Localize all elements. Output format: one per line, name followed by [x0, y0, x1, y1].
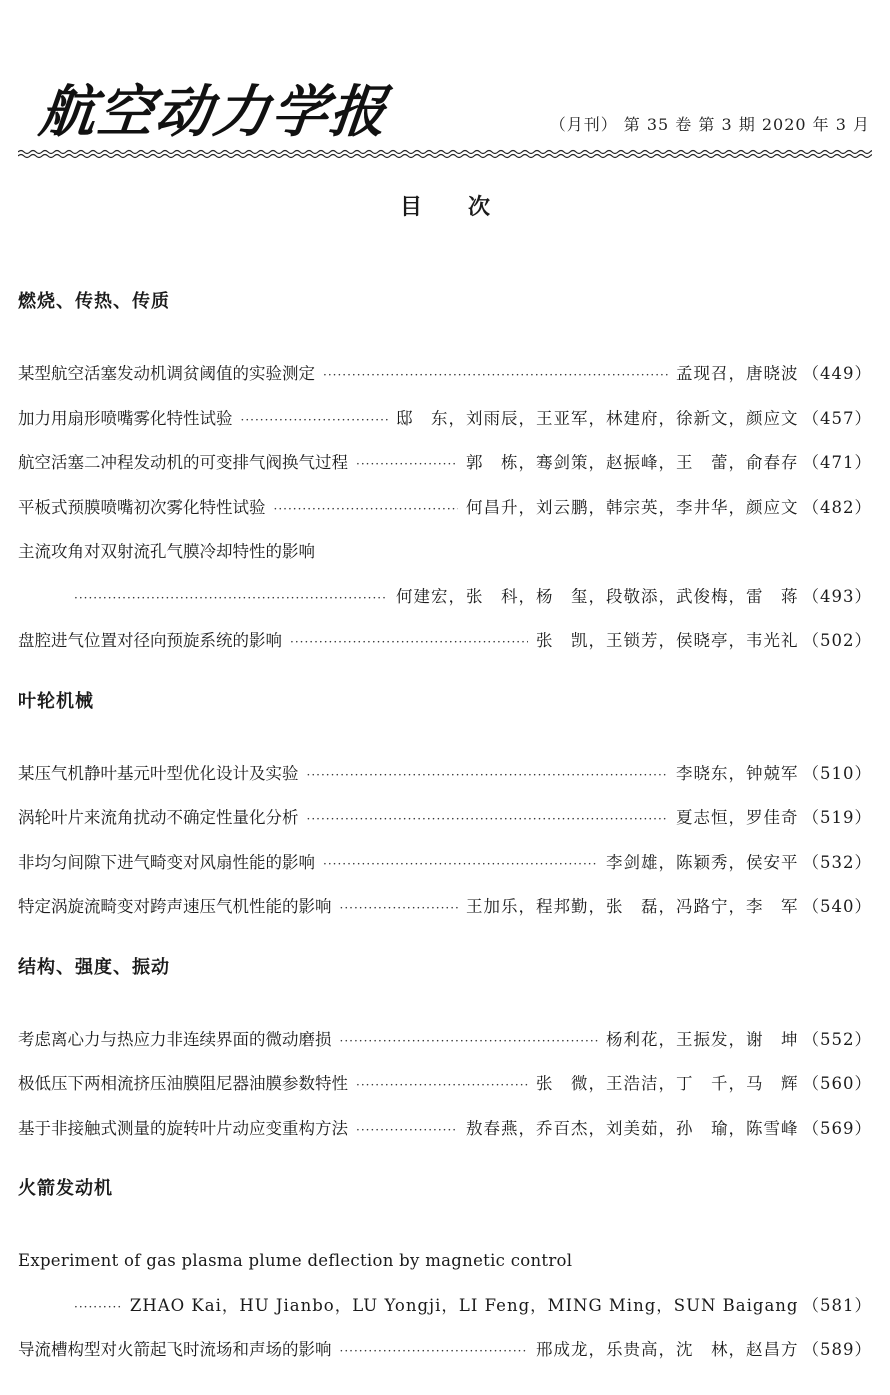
journal-title: 航空动力学报 — [36, 79, 392, 145]
toc-entry[interactable] — [18, 1062, 872, 1107]
entry-title: 考虑离心力与热应力非连续界面的微动磨损 — [18, 1029, 332, 1049]
entry-authors: 夏志恒，罗佳奇 — [676, 808, 799, 827]
dot-leader — [356, 1063, 528, 1108]
dot-leader — [307, 753, 669, 798]
section-title: 叶轮机械 — [18, 690, 94, 712]
toc-section — [18, 1173, 872, 1373]
entry-page: （493） — [802, 586, 872, 606]
entry-authors: 张 微，王浩洁，丁 千，马 辉 — [536, 1074, 799, 1093]
dot-leader — [356, 1108, 458, 1153]
entry-title: 某压气机静叶基元叶型优化设计及实验 — [18, 763, 299, 783]
toc-entry[interactable] — [18, 1018, 872, 1063]
toc-entry[interactable] — [18, 397, 872, 442]
entry-page: （482） — [802, 497, 872, 517]
toc-entry[interactable] — [18, 486, 872, 531]
toc-section — [18, 952, 872, 1152]
table-of-contents — [18, 286, 872, 1395]
entry-page: （560） — [802, 1074, 872, 1093]
entry-title: 非均匀间隙下进气畸变对风扇性能的影响 — [18, 852, 315, 872]
dot-leader — [290, 620, 528, 665]
toc-entry[interactable] — [18, 885, 872, 930]
toc-entry[interactable] — [18, 441, 872, 486]
entry-page: （540） — [802, 897, 872, 916]
entry-authors: 敖春燕，乔百杰，刘美茹，孙 瑜，陈雪峰 — [466, 1118, 799, 1138]
toc-entry[interactable] — [18, 752, 872, 797]
entry-page: （471） — [802, 453, 872, 472]
dot-leader — [241, 398, 389, 443]
entry-authors: 何昌升，刘云鹏，韩宗英，李井华，颜应文 — [466, 497, 799, 517]
entry-page: （552） — [802, 1029, 872, 1049]
toc-heading: 目次 — [399, 195, 536, 220]
dot-leader — [340, 1019, 599, 1064]
toc-section — [18, 286, 872, 664]
toc-entry[interactable] — [18, 619, 872, 664]
dot-leader — [307, 797, 669, 842]
entry-title: 特定涡旋流畸变对跨声速压气机性能的影响 — [18, 897, 332, 916]
toc-entry[interactable] — [18, 352, 872, 397]
entry-authors: 孟现召，唐晓波 — [676, 364, 799, 383]
toc-entry-authors-line[interactable] — [18, 1284, 872, 1329]
dot-leader — [340, 886, 459, 931]
entry-page: （502） — [802, 631, 872, 650]
toc-entry-authors-line[interactable] — [18, 575, 872, 620]
dot-leader — [74, 1285, 122, 1330]
entry-title: 主流攻角对双射流孔气膜冷却特性的影响 — [18, 542, 315, 561]
entry-title: 基于非接触式测量的旋转叶片动应变重构方法 — [18, 1118, 348, 1138]
toc-entry-title-line[interactable] — [18, 530, 872, 575]
toc-entry-title-line[interactable] — [18, 1239, 872, 1284]
dot-leader — [340, 1329, 529, 1374]
entry-title: 盘腔进气位置对径向预旋系统的影响 — [18, 631, 282, 650]
wavy-divider — [18, 148, 872, 160]
entry-authors: 郭 栋，骞剑策，赵振峰，王 蕾，俞春存 — [466, 453, 799, 472]
entry-title: 涡轮叶片来流角扰动不确定性量化分析 — [18, 808, 299, 827]
dot-leader — [323, 842, 598, 887]
entry-title: 平板式预膜喷嘴初次雾化特性试验 — [18, 497, 266, 517]
issue-info: （月刊） 第 35 卷 第 3 期 2020 年 3 月 — [549, 115, 870, 134]
entry-authors: 邢成龙，乐贵高，沈 林，赵昌方 — [536, 1340, 799, 1359]
entry-page: （457） — [802, 408, 872, 428]
masthead — [0, 0, 890, 170]
entry-authors: 李剑雄，陈颖秀，侯安平 — [606, 852, 799, 872]
entry-authors: 李晓东，钟兢军 — [676, 763, 799, 783]
entry-title: Experiment of gas plasma plume deflection by magnetic control — [18, 1251, 573, 1270]
section-title: 结构、强度、振动 — [18, 956, 170, 978]
entry-page: （589） — [802, 1340, 872, 1359]
entry-title: 导流槽构型对火箭起飞时流场和声场的影响 — [18, 1340, 332, 1359]
entry-page: （449） — [802, 364, 872, 383]
entry-authors: ZHAO Kai，HU Jianbo，LU Yongji，LI Feng，MING Ming，SUN Baigang — [129, 1295, 799, 1315]
entry-title: 加力用扇形喷嘴雾化特性试验 — [18, 408, 233, 428]
toc-entry[interactable] — [18, 1328, 872, 1373]
entry-page: （581） — [802, 1295, 872, 1315]
entry-title: 极低压下两相流挤压油膜阻尼器油膜参数特性 — [18, 1074, 348, 1093]
entry-authors: 何建宏，张 科，杨 玺，段敬添，武俊梅，雷 蒋 — [396, 586, 799, 606]
toc-entry[interactable] — [18, 1107, 872, 1152]
toc-section — [18, 686, 872, 930]
entry-page: （510） — [802, 763, 872, 783]
entry-authors: 杨利花，王振发，谢 坤 — [606, 1029, 799, 1049]
dot-leader — [74, 576, 388, 621]
toc-entry[interactable] — [18, 841, 872, 886]
entry-page: （532） — [802, 852, 872, 872]
dot-leader — [356, 442, 458, 487]
entry-title: 航空活塞二冲程发动机的可变排气阀换气过程 — [18, 453, 348, 472]
dot-leader — [323, 353, 668, 398]
entry-authors: 张 凯，王锁芳，侯晓亭，韦光礼 — [536, 631, 799, 650]
entry-authors: 邸 东，刘雨辰，王亚军，林建府，徐新文，颜应文 — [396, 408, 799, 428]
section-title: 火箭发动机 — [18, 1178, 113, 1199]
entry-page: （569） — [802, 1118, 872, 1138]
toc-entry[interactable] — [18, 796, 872, 841]
entry-title: 某型航空活塞发动机调贫阈值的实验测定 — [18, 364, 315, 383]
dot-leader — [274, 487, 459, 532]
entry-authors: 王加乐，程邦勤，张 磊，冯路宁，李 军 — [466, 897, 799, 916]
entry-page: （519） — [802, 808, 872, 827]
section-title: 燃烧、传热、传质 — [18, 291, 170, 312]
